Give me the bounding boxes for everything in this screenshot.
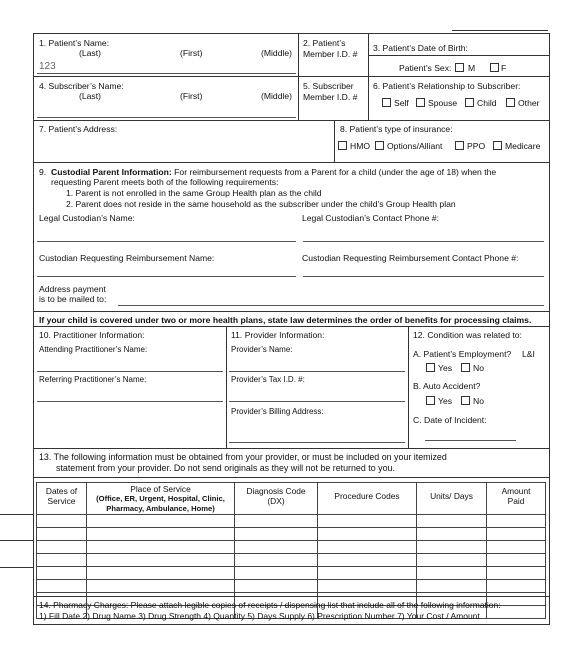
table-cell[interactable] xyxy=(417,554,487,567)
auto-yes-checkbox[interactable] xyxy=(426,396,435,405)
divider xyxy=(334,120,335,162)
col-amount-header xyxy=(487,483,546,515)
custodial-req2: 2. Parent does not reside in the same household as the subscriber under the child’s Group Health plan xyxy=(66,199,456,209)
col-place-header xyxy=(87,483,235,515)
employment-yes-label: Yes xyxy=(438,363,453,373)
table-cell[interactable] xyxy=(318,515,417,528)
patient-address-label: 7. Patient’s Address: xyxy=(39,124,118,134)
col-amount-line1: Amount xyxy=(501,486,531,496)
table-cell[interactable] xyxy=(318,554,417,567)
custodial-title-bold: Custodial Parent Information: xyxy=(51,167,172,177)
insurance-options-checkbox[interactable] xyxy=(375,141,384,150)
custodian-name-line xyxy=(37,241,296,242)
table-cell[interactable] xyxy=(37,515,87,528)
address-payment-line xyxy=(118,305,544,306)
employment-no-label: No xyxy=(473,363,484,373)
patient-first-label: (First) xyxy=(180,48,203,58)
col-procedure-header xyxy=(318,483,417,515)
referring-label: Referring Practitioner’s Name: xyxy=(39,375,147,384)
table-cell[interactable] xyxy=(235,541,318,554)
subscriber-member-id-label-2: Member I.D. # xyxy=(303,92,358,102)
patient-member-id-label-1: 2. Patient’s xyxy=(303,38,346,48)
table-row xyxy=(37,580,546,593)
table-cell[interactable] xyxy=(487,580,546,593)
auto-no-checkbox[interactable] xyxy=(461,396,470,405)
provider-tax-line xyxy=(229,401,405,402)
pharmacy-charges-line2: 1) Fill Date 2) Drug Name 3) Drug Strength 4) Quantity 5) Days Supply 6) Prescription Number 7) Your Cost / Amount xyxy=(39,611,480,621)
condition-employment-label: A. Patient’s Employment? xyxy=(413,349,512,359)
table-cell[interactable] xyxy=(87,515,235,528)
table-cell[interactable] xyxy=(487,528,546,541)
provider-billing-label: Provider’s Billing Address: xyxy=(231,407,324,416)
custodian-phone-label: Legal Custodian’s Contact Phone #: xyxy=(302,213,439,223)
col-diagnosis-header xyxy=(235,483,318,515)
sex-m-checkbox[interactable] xyxy=(455,63,464,72)
divider xyxy=(33,76,549,77)
insurance-ppo-checkbox[interactable] xyxy=(455,141,464,150)
requesting-name-label: Custodian Requesting Reimbursement Name: xyxy=(39,253,215,263)
subscriber-member-id-label-1: 5. Subscriber xyxy=(303,81,354,91)
auto-yes-label: Yes xyxy=(438,396,453,406)
col-amount-line2: Paid xyxy=(507,496,525,506)
col-place-line3: Pharmacy, Ambulance, Home) xyxy=(106,504,215,513)
patient-last-label: (Last) xyxy=(79,48,101,58)
provider-name-line xyxy=(229,371,405,372)
subscriber-first-label: (First) xyxy=(180,91,203,101)
provider-tax-label: Provider’s Tax I.D. #: xyxy=(231,375,305,384)
table-cell[interactable] xyxy=(235,528,318,541)
table-cell[interactable] xyxy=(417,580,487,593)
table-cell[interactable] xyxy=(487,554,546,567)
insurance-ppo-label: PPO xyxy=(467,141,486,151)
relationship-other-label: Other xyxy=(518,98,540,108)
table-row xyxy=(37,528,546,541)
provider-info-note-1: 13. The following information must be obtained from your provider, or must be included on your itemized xyxy=(39,452,447,462)
relationship-spouse-label: Spouse xyxy=(428,98,458,108)
patient-middle-label: (Middle) xyxy=(261,48,293,58)
table-cell[interactable] xyxy=(37,580,87,593)
relationship-child-label: Child xyxy=(477,98,497,108)
table-cell[interactable] xyxy=(37,541,87,554)
table-cell[interactable] xyxy=(318,528,417,541)
table-cell[interactable] xyxy=(235,515,318,528)
table-cell[interactable] xyxy=(87,541,235,554)
col-procedure-line1: Procedure Codes xyxy=(334,491,400,501)
divider xyxy=(33,477,549,478)
custodial-line1: For reimbursement requests from a Parent for a child (under the age of 18) when the xyxy=(171,167,497,177)
patient-name-value[interactable]: 123 xyxy=(39,61,56,72)
provider-name-label: Provider’s Name: xyxy=(231,345,293,354)
provider-info-note-2: statement from your provider. Do not send originals as they will not be returned to you. xyxy=(56,463,395,473)
col-dates-line2: Service xyxy=(47,496,76,506)
relationship-child-checkbox[interactable] xyxy=(465,98,474,107)
dob-label: 3. Patient’s Date of Birth: xyxy=(373,43,468,53)
table-cell[interactable] xyxy=(87,580,235,593)
insurance-type-label: 8. Patient’s type of insurance: xyxy=(340,124,453,134)
sex-f-checkbox[interactable] xyxy=(490,63,499,72)
table-cell[interactable] xyxy=(417,528,487,541)
table-cell[interactable] xyxy=(235,554,318,567)
relationship-label: 6. Patient’s Relationship to Subscriber: xyxy=(373,81,521,91)
subscriber-name-label: 4. Subscriber’s Name: xyxy=(39,81,124,91)
table-cell[interactable] xyxy=(87,567,235,580)
patient-name-line xyxy=(37,73,296,74)
table-cell[interactable] xyxy=(417,567,487,580)
divider xyxy=(408,326,409,448)
referring-line xyxy=(37,401,223,402)
requesting-name-line xyxy=(37,276,296,277)
insurance-hmo-label: HMO xyxy=(350,141,371,151)
relationship-self-checkbox[interactable] xyxy=(382,98,391,107)
custodial-req1: 1. Parent is not enrolled in the same Group Health plan as the child xyxy=(66,188,322,198)
col-place-line2: (Office, ER, Urgent, Hospital, Clinic, xyxy=(96,494,225,503)
table-cell[interactable] xyxy=(318,541,417,554)
table-cell[interactable] xyxy=(417,515,487,528)
custodial-title xyxy=(51,167,496,177)
page-corner-mark xyxy=(452,30,548,31)
custodian-phone-line xyxy=(303,241,544,242)
table-cell[interactable] xyxy=(235,567,318,580)
col-dates-line1: Dates of xyxy=(45,486,78,496)
sex-f-label: F xyxy=(501,63,507,73)
table-cell[interactable] xyxy=(318,567,417,580)
table-cell[interactable] xyxy=(37,567,87,580)
relationship-spouse-checkbox[interactable] xyxy=(416,98,425,107)
requesting-phone-label: Custodian Requesting Reimbursement Contact Phone #: xyxy=(302,253,519,263)
col-place-line1: Place of Service xyxy=(130,484,191,494)
provider-title: 11. Provider Information: xyxy=(231,330,325,340)
custodian-name-label: Legal Custodian’s Name: xyxy=(39,213,135,223)
address-payment-label-2: is to be mailed to: xyxy=(39,294,107,304)
table-row-stub xyxy=(0,567,34,568)
incident-date-line xyxy=(425,440,516,441)
table-cell[interactable] xyxy=(487,567,546,580)
table-cell[interactable] xyxy=(87,554,235,567)
patient-name-label: 1. Patient’s Name: xyxy=(39,38,110,48)
relationship-self-label: Self xyxy=(394,98,409,108)
table-row xyxy=(37,567,546,580)
condition-auto-label: B. Auto Accident? xyxy=(413,381,481,391)
divider xyxy=(33,448,549,449)
attending-line xyxy=(37,371,223,372)
table-cell[interactable] xyxy=(487,541,546,554)
benefits-notice: If your child is covered under two or more health plans, state law determines the order of benefits for processing claims. xyxy=(39,315,532,325)
sex-m-label: M xyxy=(468,63,476,73)
service-table xyxy=(36,482,546,619)
divider xyxy=(368,55,549,56)
divider xyxy=(33,596,549,597)
employment-yes-checkbox[interactable] xyxy=(426,363,435,372)
divider xyxy=(33,162,549,163)
attending-label: Attending Practitioner’s Name: xyxy=(39,345,148,354)
col-dates-header xyxy=(37,483,87,515)
auto-no-label: No xyxy=(473,396,484,406)
table-cell[interactable] xyxy=(417,541,487,554)
table-row xyxy=(37,515,546,528)
col-units-header xyxy=(417,483,487,515)
divider xyxy=(226,326,227,448)
insurance-options-label: Options/Alliant xyxy=(387,141,443,151)
table-cell[interactable] xyxy=(37,554,87,567)
table-cell[interactable] xyxy=(87,528,235,541)
custodial-line2: requesting Parent meets both of the following requirements: xyxy=(51,177,279,187)
condition-li-label: L&I xyxy=(522,349,535,359)
divider xyxy=(33,311,549,312)
employment-no-checkbox[interactable] xyxy=(461,363,470,372)
relationship-other-checkbox[interactable] xyxy=(506,98,515,107)
insurance-medicare-label: Medicare xyxy=(505,141,541,151)
table-cell[interactable] xyxy=(37,528,87,541)
table-row-stub xyxy=(0,540,34,541)
address-payment-label-1: Address payment xyxy=(39,284,106,294)
insurance-medicare-checkbox[interactable] xyxy=(493,141,502,150)
provider-billing-line xyxy=(229,442,405,443)
table-row xyxy=(37,541,546,554)
subscriber-name-line xyxy=(37,117,296,118)
subscriber-last-label: (Last) xyxy=(79,91,101,101)
table-row-stub xyxy=(0,514,34,515)
insurance-hmo-checkbox[interactable] xyxy=(338,141,347,150)
col-diagnosis-line1: Diagnosis Code xyxy=(246,486,306,496)
sex-label: Patient’s Sex: xyxy=(399,63,452,73)
col-diagnosis-line2: (DX) xyxy=(267,496,285,506)
table-cell[interactable] xyxy=(487,515,546,528)
pharmacy-charges-line1: 14. Pharmacy Charges: Please attach legible copies of receipts / dispensing list that include all of the following information: xyxy=(39,600,501,610)
condition-title: 12. Condition was related to: xyxy=(413,330,522,340)
incident-date-label: C. Date of Incident: xyxy=(413,415,487,425)
table-row xyxy=(37,554,546,567)
subscriber-middle-label: (Middle) xyxy=(261,91,293,101)
table-cell[interactable] xyxy=(318,580,417,593)
requesting-phone-line xyxy=(303,276,544,277)
divider xyxy=(33,326,549,327)
custodial-num: 9. xyxy=(39,167,47,177)
practitioner-title: 10. Practitioner Information: xyxy=(39,330,145,340)
patient-member-id-label-2: Member I.D. # xyxy=(303,49,358,59)
table-cell[interactable] xyxy=(235,580,318,593)
col-units-line1: Units/ Days xyxy=(430,491,473,501)
divider xyxy=(33,120,549,121)
